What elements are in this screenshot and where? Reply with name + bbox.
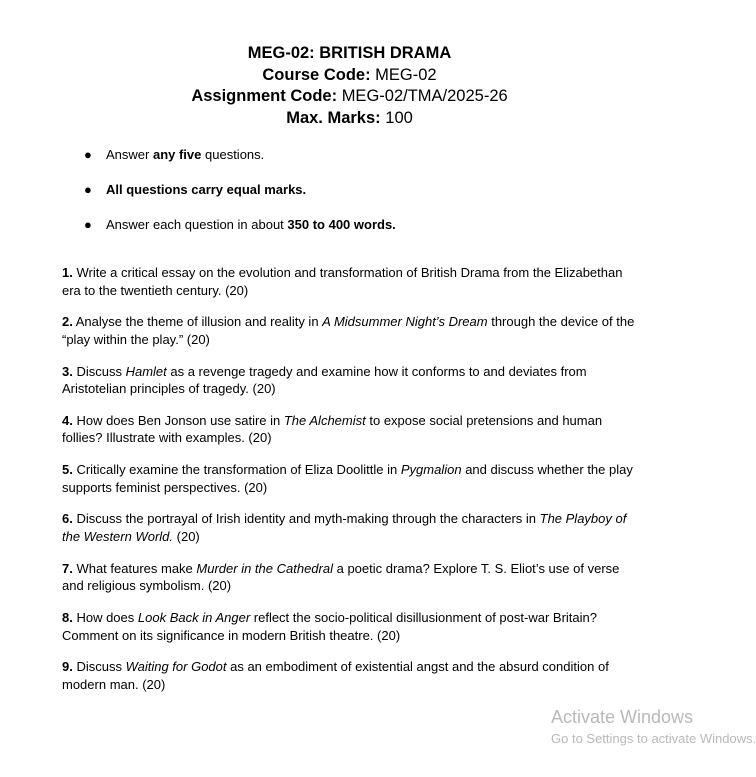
bullet-icon: ● [84, 147, 92, 162]
question-number: 1. [62, 265, 73, 280]
instruction-text [106, 217, 396, 232]
max-marks-line [0, 108, 699, 130]
question-item [62, 264, 642, 313]
question-number: 3. [62, 363, 73, 379]
question-number: 6. [62, 511, 73, 527]
text-run: Critically examine the transformation of Eliza Doolittle in [72, 462, 401, 478]
question-item [62, 363, 642, 412]
instruction-item [84, 181, 644, 216]
bullet-icon: ● [84, 182, 92, 197]
question-item [62, 412, 642, 461]
instruction-text [106, 147, 264, 162]
instruction-item [84, 146, 644, 181]
text-run: and discuss whether the play supports feminist perspectives. (20) [62, 462, 633, 495]
text-run: What features make [72, 560, 197, 576]
question-number: 8. [62, 610, 73, 626]
text-run: How does [72, 610, 138, 626]
work-title: The Playboy of the Western World. [62, 511, 627, 544]
work-title: Waiting for Godot [125, 659, 227, 675]
work-title: Hamlet [125, 363, 167, 379]
questions-list [62, 264, 642, 708]
text-run: as an embodiment of existential angst and the absurd condition of modern man. (20) [62, 659, 609, 692]
question-number: 5. [62, 462, 73, 478]
question-number: 2. [62, 314, 73, 330]
text-run: as a revenge tragedy and examine how it conforms to and deviates from Aristotelian principles of tragedy. (20) [62, 363, 587, 397]
watermark-subtitle: Go to Settings to activate Windows. [551, 731, 756, 746]
question-item [62, 461, 642, 510]
text-run: Write a critical essay on the evolution and transformation of British Drama from the Elizabethan era to the twentieth century. (20) [62, 265, 623, 298]
text-run: a poetic drama? Explore T. S. Eliot’s use of verse and religious symbolism. (20) [62, 560, 620, 594]
document-header [0, 43, 699, 129]
text-run: reflect the socio-political disillusionment of post-war Britain? Comment on its significance in modern British theatre. (20) [62, 610, 597, 643]
course-code-value: MEG-02 [375, 65, 437, 84]
text-run: questions. [201, 147, 265, 162]
course-code-label: Course Code: [262, 65, 371, 84]
bold-text: All questions carry equal marks. [106, 182, 307, 197]
work-title: A Midsummer Night’s Dream [322, 314, 488, 330]
work-title: Murder in the Cathedral [196, 560, 333, 576]
course-title: MEG-02: BRITISH DRAMA [247, 44, 452, 62]
text-run: Discuss the portrayal of Irish identity and myth-making through the characters in [72, 511, 540, 527]
text-run: How does Ben Jonson use satire in [72, 412, 284, 428]
question-item [62, 313, 642, 362]
text-run: Discuss [72, 659, 126, 675]
question-number: 7. [62, 560, 73, 576]
question-number: 4. [62, 412, 73, 428]
text-run: Discuss [72, 363, 126, 379]
question-item [62, 510, 642, 559]
work-title: Look Back in Anger [137, 610, 251, 626]
watermark-title: Activate Windows [551, 707, 694, 727]
max-marks-label: Max. Marks: [286, 108, 381, 127]
text-run: to expose social pretensions and human follies? Illustrate with examples. (20) [62, 412, 603, 446]
work-title: Pygmalion [400, 462, 462, 478]
bold-text: 350 to 400 words. [287, 217, 396, 232]
question-number: 9. [62, 659, 73, 675]
activation-watermark [551, 706, 756, 748]
text-run: Answer each question in about [106, 217, 288, 232]
assignment-code-line [0, 86, 699, 108]
max-marks-value: 100 [385, 108, 413, 127]
question-item [62, 658, 642, 707]
instruction-text [106, 182, 306, 197]
question-item [62, 560, 642, 609]
instructions-list [84, 146, 644, 251]
instruction-item [84, 216, 644, 251]
course-code-line [0, 65, 699, 87]
question-item [62, 609, 642, 658]
assignment-code-value: MEG-02/TMA/2025-26 [341, 87, 508, 105]
text-run: (20) [173, 528, 200, 544]
work-title: The Alchemist [283, 412, 366, 428]
bold-text: any five [152, 147, 202, 162]
text-run: through the device of the “play within the play.” (20) [62, 314, 635, 347]
assignment-code-label: Assignment Code: [191, 87, 338, 105]
text-run: Answer [106, 147, 153, 162]
bullet-icon: ● [84, 217, 92, 232]
text-run: Analyse the theme of illusion and reality in [72, 314, 323, 330]
